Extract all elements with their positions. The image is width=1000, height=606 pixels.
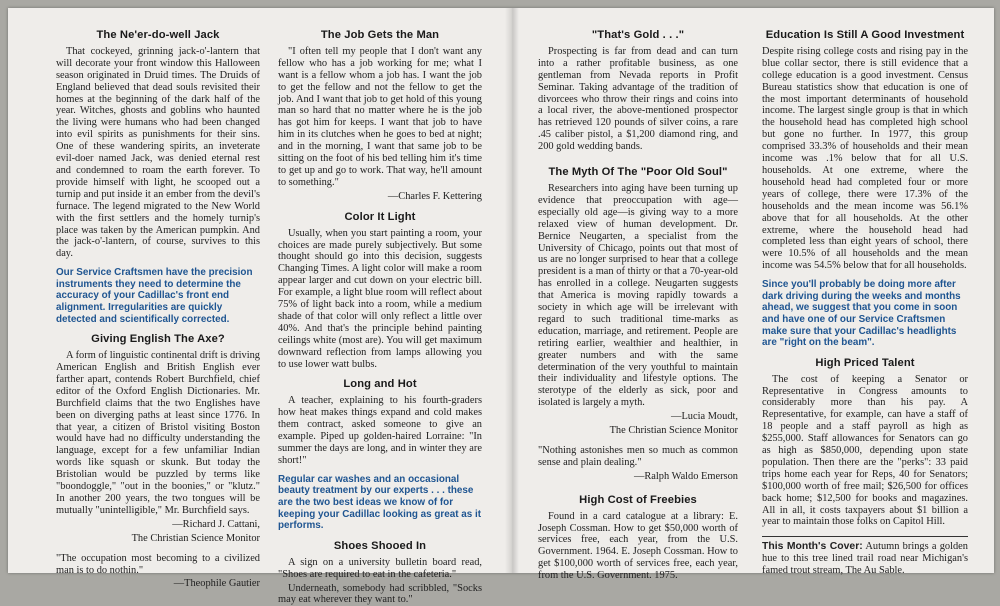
article-body: Found in a card catalogue at a library: E. Joseph Cossman. How to get $50,000 worth of services free, each year, from the U.S. Government. 1964. E. Joseph Cossman. How to get $100,000 worth of services free, each year, from the U.S. Government. 1975. [538,511,738,582]
attribution-source: The Christian Science Monitor [538,425,738,437]
article-title: High Cost of Freebies [538,495,738,507]
article-body: Prospecting is far from dead and can turn into a rather profitable business, as one gentleman from Nevada reports in Profit Seminar. Taking advantage of the tradition of divorcees who throw their rings and coins into a local river, the above-mentioned prospector has retrieved 120 pounds of silver coins, a rare .45 caliber pistol, a $1,200 diamond ring, and 200 gold wedding bands. [538,46,738,153]
article-title: Long and Hot [278,379,482,391]
attribution-name: —Richard J. Cattani, [56,519,260,531]
column-1 [56,30,260,570]
article-title: Color It Light [278,212,482,224]
article-title: High Priced Talent [762,358,968,370]
divider [762,536,968,537]
quote: "Nothing astonishes men so much as common sense and plain dealing." [538,445,738,469]
article-body: A sign on a university bulletin board read, "Shoes are required to eat in the cafeteria." [278,557,482,581]
article-title: Giving English The Axe? [56,334,260,346]
cover-note [762,541,968,577]
attribution-source: The Christian Science Monitor [56,533,260,545]
service-promo: Our Service Craftsmen have the precision instruments they need to determine the accuracy of your Cadillac's front end alignment. Irregularities are quickly detected and scientifically corrected. [56,267,260,325]
article-title: Education Is Still A Good Investment [762,30,968,42]
column-3 [538,30,738,570]
article-body: Usually, when you start painting a room, your choices are made purely subjectively. But some thought should go into this decision, suggests Changing Times. A light color will make a room appear larger and cut down on your electric bill. For example, a light blue room will reflect about 75% of light back into a room, while a medium shade of that color will only reflect a little over 40%. And that's the principle behind painting ceilings white (most are). You will get maximum downward reflection from lamps allowing you to use lower watt bulbs. [278,228,482,371]
quote-attribution: —Ralph Waldo Emerson [538,471,738,483]
article-body: Researchers into aging have been turning up evidence that preoccupation with age—especially old age—is giving way to a more relaxed view of human development. Dr. Bernice Neugarten, a specialist from the University of Chicago, points out that most of us are no longer surprised to hear that a college president is a man of thirty or that a 70-year-old has enrolled in a college. Neugarten suggests that America is moving rapidly towards a society in which age will be irrelevant with regard to such traditional time-marks as education, marriage, and retirement. People are retiring earlier, wealthier and healthier, in greater numbers and with the same determination of the very youthful to maintain their individuality and lifestyle options. The sterotype of the elderly as sick, poor and isolated is largely a myth. [538,183,738,409]
article-title: "That's Gold . . ." [538,30,738,42]
quote-attribution: —Theophile Gautier [56,578,260,590]
cover-text: Autumn brings a golden hue to this tree lined trail road near Michigan's famed trout stream, The Au Sable. [762,541,968,576]
article-title: The Job Gets the Man [278,30,482,42]
article-title: Shoes Shooed In [278,541,482,553]
attribution-name: —Lucia Moudt, [538,411,738,423]
article-body: A form of linguistic continental drift is driving American English and British English ever farther apart, contends Robert Burchfield, chief editor of the Oxford English Dictionaries. Mr. Burchfield claims that the two Englishes have been on diverging paths at least since 1776. In that year, a citizen of Bristol visiting Boston would have had no difficulty understanding the language, except for a few unfamiliar Indian words like squash or skunk. But today the Bristolian would be puzzled by terms like "boondoggle," "out in the boonies," or "klutz." In another 200 years, the two tongues will be mutually "unintelligible," Mr. Burchfield says. [56,350,260,517]
article-title: The Myth Of The "Poor Old Soul" [538,167,738,179]
article-body: The cost of keeping a Senator or Representative in Congress amounts to considerably more than his pay. A Representative, for example, can have a staff of 18 people and a staff payroll as high as $255,000. Staff allowances for Senators can go as high as $850,000, depending upon state population. Then there are the "perks": 33 paid trips home each year for Reps, 40 for Senators; $100,000 worth of free mail; $26,500 for offices back home; $12,500 for books and magazines. All in all, it costs taxpayers about $1 billion a year to maintain those folks on Capitol Hill. [762,374,968,529]
article-title: The Ne'er-do-well Jack [56,30,260,42]
service-promo: Regular car washes and an occasional beauty treatment by our experts . . . these are the two best ideas we know of for keeping your Cadillac looking as great as it performs. [278,474,482,532]
cover-label: This Month's Cover: [762,541,863,552]
column-2 [278,30,482,570]
attribution-name: —Charles F. Kettering [278,191,482,203]
quote: "The occupation most becoming to a civilized man is to do nothin." [56,553,260,577]
article-body: A teacher, explaining to his fourth-graders how heat makes things expand and cold makes them contract, asked someone to give an example. Piped up golden-haired Lorraine: "In summer the days are long, and in winter they are short!" [278,395,482,466]
column-4 [762,30,968,570]
article-body: "I often tell my people that I don't want any fellow who has a job working for me; what I want is a fellow whom a job has. I want the job to get the fellow and not the fellow to get the job. And I want that job to get hold of this young man so hard that no matter where he is the job has got him for keeps. I want that job to have him in its clutches when he goes to bed at night; and in the morning, I want that same job to be sitting on the foot of his bed telling him it's time to get up and go to work. That way, he'll amount to something." [278,46,482,189]
article-body: Despite rising college costs and rising pay in the blue collar sector, there is still evidence that a college education is a good investment. Census Bureau statistics show that education is one of the most important determinants of household income. The largest single group is that in which the household head has completed high school but gone no further. In 1977, this group comprised 33.3% of households and their mean income was .1% below that for all U.S. households. At one extreme, where the household head had completed four or more years of college, there were 17.3% of the households and the mean income was 56.1% above that for all households. At the other extreme, where the household head had completed less than eight years of school, there were 10.5% of all households and the mean income was 54.5% below that for all households. [762,46,968,272]
center-fold [505,8,519,573]
service-promo: Since you'll probably be doing more after dark driving during the weeks and months ahead, we suggest that you come in soon and have one of our Service Craftsmen make sure that your Cadillac's headlights are "right on the beam". [762,279,968,349]
article-body: Underneath, somebody had scribbled, "Socks may eat wherever they want to." [278,583,482,606]
article-body: That cockeyed, grinning jack-o'-lantern that will decorate your front window this Halloween season originated in Druid times. The Druids of England believed that dead souls revisited their homes at the beginning of the dark half of the year. Witches, ghosts and goblins who haunted the living were humans who had been changed into evil spirits as punishments for their sins. One of these wandering spirits, an inveterate evil-doer named Jack, was denied eternal rest and condemned to roam the earth forever. To provide himself with light, he scooped out a turnip and put inside it an ember from the devil's furnace. The legend migrated to the New World with the first settlers and the homely turnip's place was taken by the American pumpkin. And the jack-o'-lantern, of course, survives to this day. [56,46,260,260]
